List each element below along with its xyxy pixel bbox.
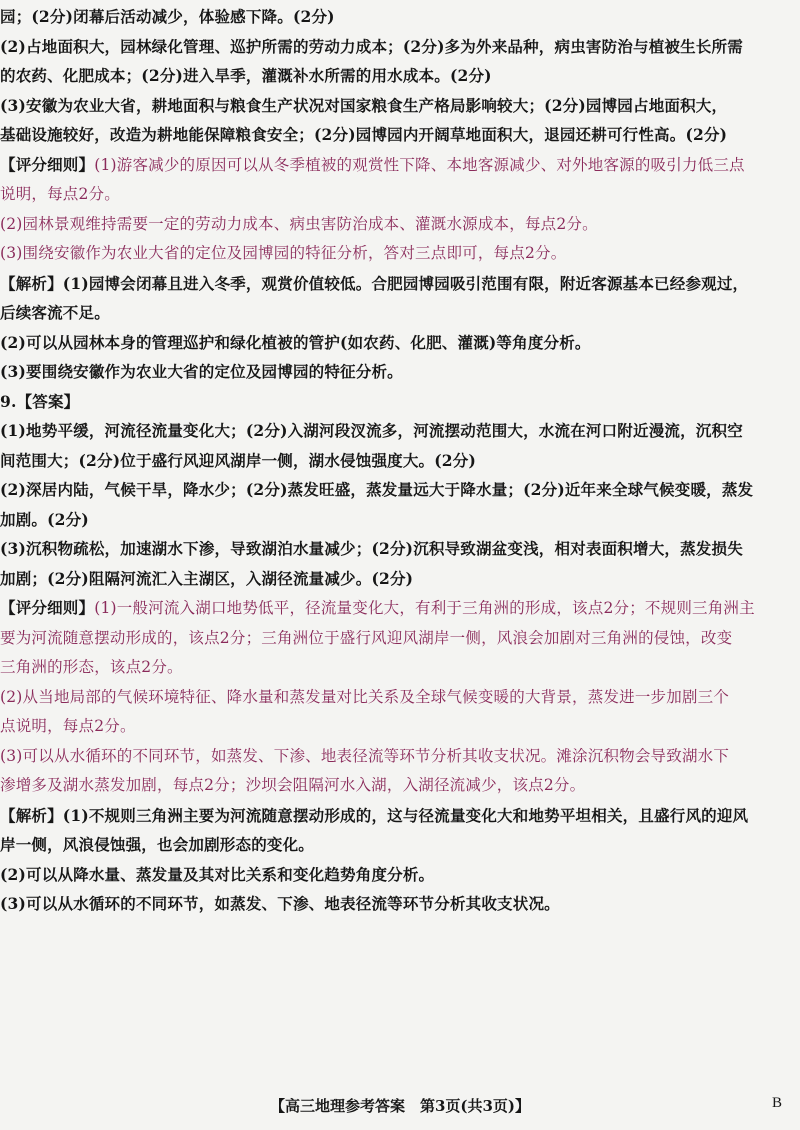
text-line: (1)地势平缓，河流径流量变化大；(2分)入湖河段汊流多，河流摆动范围大，水流在河口附近漫流，沉积空 bbox=[0, 421, 743, 440]
section-marker: 【评分细则】 bbox=[0, 598, 95, 617]
grading-note: (1)游客减少的原因可以从冬季植被的观赏性下降、本地客源减少、对外地客源的吸引力低三点 bbox=[94, 155, 745, 174]
text-line: (2)占地面积大，园林绿化管理、巡护所需的劳动力成本；(2分)多为外来品种，病虫害防治与植被生长所需 bbox=[0, 36, 743, 56]
text-line: 后续客流不足。 bbox=[0, 303, 110, 322]
text-line: (3)沉积物疏松，加速湖水下渗，导致湖泊水量减少；(2分)沉积导致湖盆变浅，相对表面积增大，蒸发损失 bbox=[0, 539, 743, 558]
text-line: (2)园林景观维持需要一定的劳动力成本、病虫害防治成本、灌溉水源成本，每点2分。 bbox=[0, 214, 598, 233]
text-line: 间范围大；(2分)位于盛行风迎风湖岸一侧，湖水侵蚀强度大。(2分) bbox=[0, 450, 477, 470]
page-footer: 【高三地理参考答案 第3页(共3页)】 bbox=[269, 1097, 531, 1115]
text-line: 基础设施较好，改造为耕地能保障粮食安全；(2分)园博园内开阔草地面积大，退园还耕可行性高。(2分) bbox=[0, 125, 728, 144]
section-marker: 【评分细则】 bbox=[0, 154, 95, 174]
text-line: 加剧；(2分)阻隔河流汇入主湖区，入湖径流量减少。(2分) bbox=[0, 568, 414, 588]
text-line: 的农药、化肥成本；(2分)进入旱季，灌溉补水所需的用水成本。(2分) bbox=[0, 66, 492, 85]
text-line: 9.【答案】 bbox=[0, 391, 80, 411]
answer-content bbox=[0, 2, 782, 919]
text-line: (3)要围绕安徽作为农业大省的定位及园博园的特征分析。 bbox=[0, 362, 403, 381]
text-line: (2)可以从降水量、蒸发量及其对比关系和变化趋势角度分析。 bbox=[0, 864, 435, 884]
text-line: 园；(2分)闭幕后活动减少，体验感下降。(2分) bbox=[0, 7, 335, 26]
text-line: 要为河流随意摆动形成的，该点2分；三角洲位于盛行风迎风湖岸一侧，风浪会加剧对三角洲的侵蚀，改变 bbox=[0, 628, 733, 647]
paper-version-mark: B bbox=[771, 1095, 782, 1111]
text-line: (2)深居内陆，气候干旱，降水少；(2分)蒸发旺盛，蒸发量远大于降水量；(2分)近年来全球气候变暖，蒸发 bbox=[0, 480, 754, 499]
text-line: 【解析】(1)园博会闭幕且进入冬季，观赏价值较低。合肥园博园吸引范围有限，附近客源基本已经参观过， bbox=[0, 273, 749, 293]
text-line: (3)可以从水循环的不同环节，如蒸发、下渗、地表径流等环节分析其收支状况。滩涂沉积物会导致湖水下 bbox=[0, 746, 730, 765]
text-line: 渗增多及湖水蒸发加剧，每点2分；沙坝会阻隔河水入湖，入湖径流减少，该点2分。 bbox=[0, 776, 586, 794]
text-line: (2)可以从园林本身的管理巡护和绿化植被的管护(如农药、化肥、灌溉)等角度分析。 bbox=[0, 332, 591, 352]
grading-note: (1)一般河流入湖口地势低平，径流量变化大，有利于三角洲的形成，该点2分；不规则三角洲主 bbox=[94, 599, 755, 617]
text-line: 三角洲的形态，该点2分。 bbox=[0, 658, 183, 676]
text-line: 点说明，每点2分。 bbox=[0, 717, 136, 735]
text-line: 岸一侧，风浪侵蚀强，也会加剧形态的变化。 bbox=[0, 835, 315, 854]
text-line: (3)可以从水循环的不同环节，如蒸发、下渗、地表径流等环节分析其收支状况。 bbox=[0, 894, 560, 913]
text-line: (3)安徽为农业大省，耕地面积与粮食生产状况对国家粮食生产格局影响较大；(2分)园博园占地面积大， bbox=[0, 95, 728, 115]
text-line: 加剧。(2分) bbox=[0, 509, 89, 529]
text-line: (3)围绕安徽作为农业大省的定位及园博园的特征分析，答对三点即可，每点2分。 bbox=[0, 244, 567, 262]
text-line: 【解析】(1)不规则三角洲主要为河流随意摆动形成的，这与径流量变化大和地势平坦相关，且盛行风的迎风 bbox=[0, 805, 749, 825]
text-line: 说明，每点2分。 bbox=[0, 185, 120, 203]
text-line bbox=[0, 150, 782, 181]
text-line: (2)从当地局部的气候环境特征、降水量和蒸发量对比关系及全球气候变暖的大背景，蒸发进一步加剧三个 bbox=[0, 687, 730, 706]
text-line bbox=[0, 593, 782, 624]
